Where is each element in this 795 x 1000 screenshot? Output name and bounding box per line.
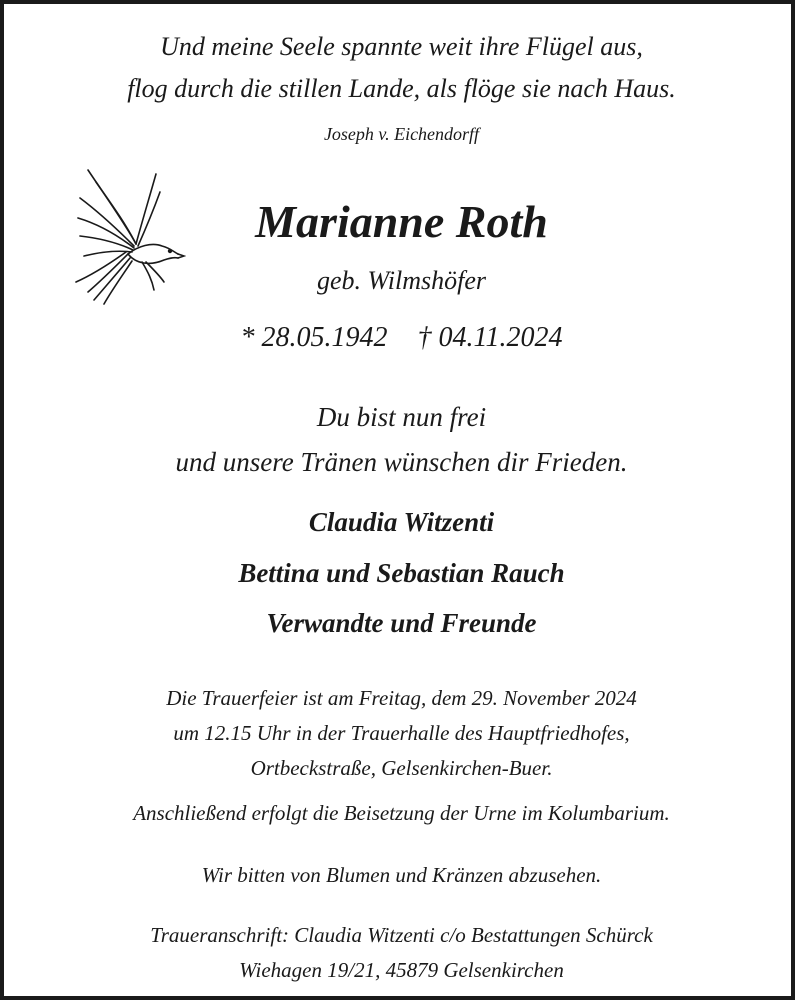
poem-line-1: Und meine Seele spannte weit ihre Flügel aus, [160, 32, 643, 61]
deceased-name: Marianne Roth [255, 196, 548, 247]
mourner-1: Claudia Witzenti [308, 507, 495, 537]
birth-date: * 28.05.1942 [240, 322, 388, 353]
mourner-2: Bettina und Sebastian Rauch [238, 558, 565, 588]
flower-request: Wir bitten von Blumen und Kränzen abzusehen. [201, 863, 602, 887]
verse-line-1: Du bist nun frei [316, 402, 487, 432]
verse-line-2: und unsere Tränen wünschen dir Frieden. [175, 447, 628, 477]
mourner-3: Verwandte und Freunde [266, 608, 537, 638]
death-date: † 04.11.2024 [417, 322, 563, 353]
poem-author: Joseph v. Eichendorff [323, 124, 480, 144]
ceremony-line-1: Die Trauerfeier ist am Freitag, dem 29. November 2024 [166, 686, 637, 710]
address-line-2: Wiehagen 19/21, 45879 Gelsenkirchen [239, 958, 564, 982]
ceremony-line-3: Ortbeckstraße, Gelsenkirchen-Buer. [250, 756, 553, 780]
ceremony-line-2: um 12.15 Uhr in der Trauerhalle des Hauptfriedhofes, [173, 721, 630, 745]
burial-info: Anschließend erfolgt die Beisetzung der Urne im Kolumbarium. [133, 801, 670, 825]
birth-name: geb. Wilmshöfer [317, 266, 486, 295]
address-line-1: Traueranschrift: Claudia Witzenti c/o Bestattungen Schürck [150, 923, 653, 947]
poem-line-2: flog durch die stillen Lande, als flöge sie nach Haus. [127, 74, 676, 103]
life-dates [4, 324, 795, 352]
